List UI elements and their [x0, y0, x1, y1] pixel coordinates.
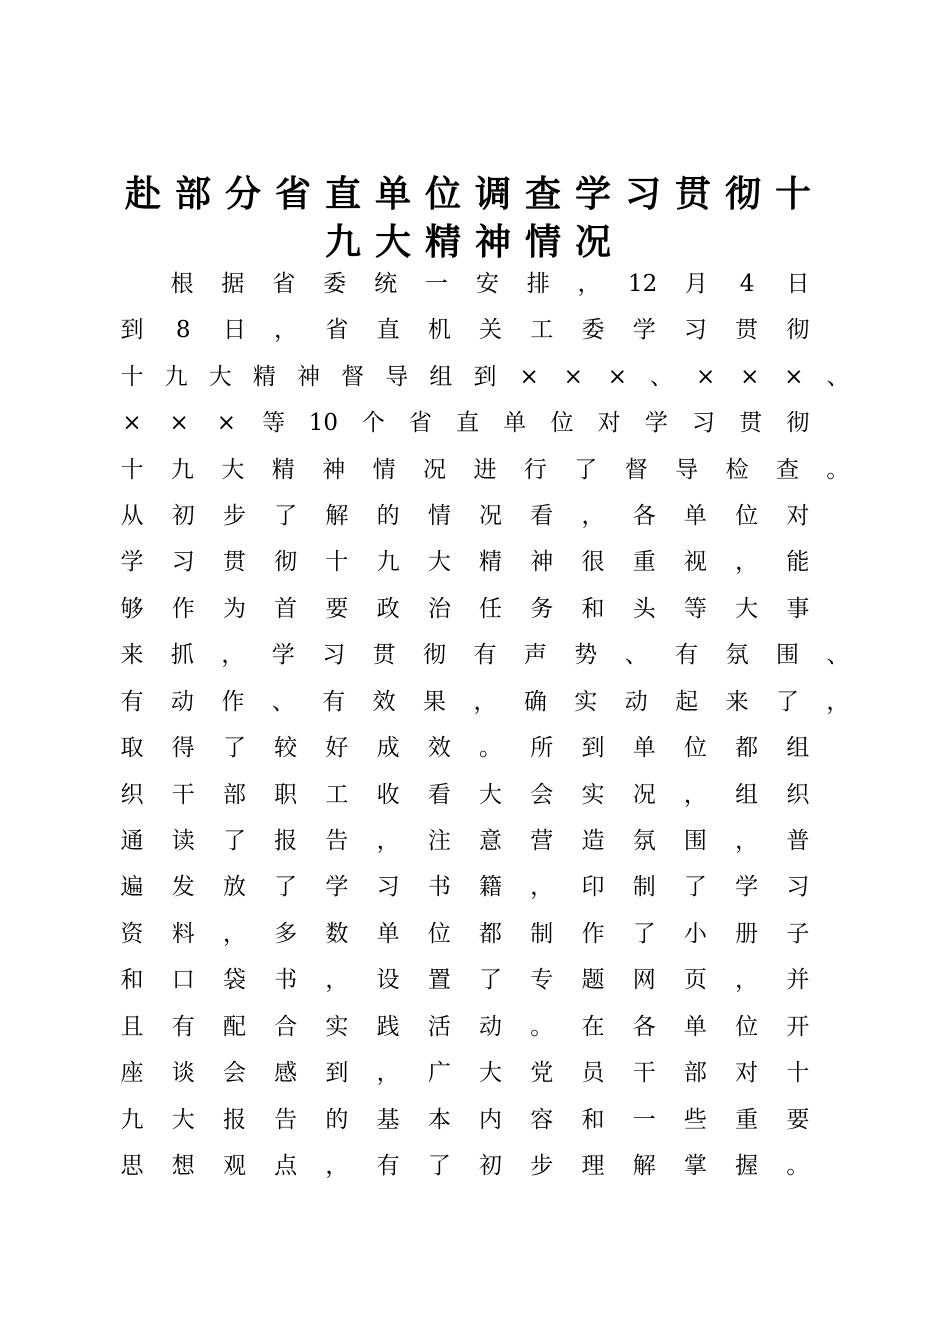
body-line: 资 料 ， 多 数 单 位 都 制 作 了 小 册 子	[120, 921, 810, 947]
body-line: 座 谈 会 感 到 ， 广 大 党 员 干 部 对 十	[120, 1060, 810, 1086]
body-line: 来 抓 ， 学 习 贯 彻 有 声 势 、 有 氛 围 、	[120, 642, 850, 668]
body-line: 根 据 省 委 统 一 安 排 ， 12 月 4 日	[170, 271, 810, 297]
document-title-line-2: 九大精神情况	[324, 222, 625, 263]
document-title-line-1: 赴部分省直单位调查学习贯彻十	[124, 174, 825, 215]
body-line: 织 干 部 职 工 收 看 大 会 实 况 ， 组 织	[120, 782, 810, 808]
body-line: 够 作 为 首 要 政 治 任 务 和 头 等 大 事	[120, 596, 810, 622]
body-line: 取 得 了 较 好 成 效 。 所 到 单 位 都 组	[120, 735, 810, 761]
body-line: 遍 发 放 了 学 习 书 籍 ， 印 制 了 学 习	[120, 874, 810, 900]
body-line: 从 初 步 了 解 的 情 况 看 ， 各 单 位 对	[120, 503, 810, 529]
body-line: 思 想 观 点 ， 有 了 初 步 理 解 掌 握 。	[120, 1153, 810, 1179]
body-line: 十 九 大 精 神 督 导 组 到 × × × 、 × × × 、	[120, 364, 850, 390]
body-line: × × × 等 10 个 省 直 单 位 对 学 习 贯 彻	[122, 410, 810, 436]
body-line: 通 读 了 报 告 ， 注 意 营 造 氛 围 ， 普	[120, 828, 810, 854]
body-line: 九 大 报 告 的 基 本 内 容 和 一 些 重 要	[120, 1107, 810, 1133]
body-line: 十 九 大 精 神 情 况 进 行 了 督 导 检 查 。	[120, 457, 850, 483]
body-line: 学 习 贯 彻 十 九 大 精 神 很 重 视 ， 能	[120, 549, 810, 575]
body-line: 和 口 袋 书 ， 设 置 了 专 题 网 页 ， 并	[120, 967, 810, 993]
body-line: 且 有 配 合 实 践 活 动 。 在 各 单 位 开	[120, 1014, 810, 1040]
body-line: 到 8 日 ， 省 直 机 关 工 委 学 习 贯 彻	[120, 317, 810, 343]
body-line: 有 动 作 、 有 效 果 ， 确 实 动 起 来 了 ，	[120, 689, 850, 715]
